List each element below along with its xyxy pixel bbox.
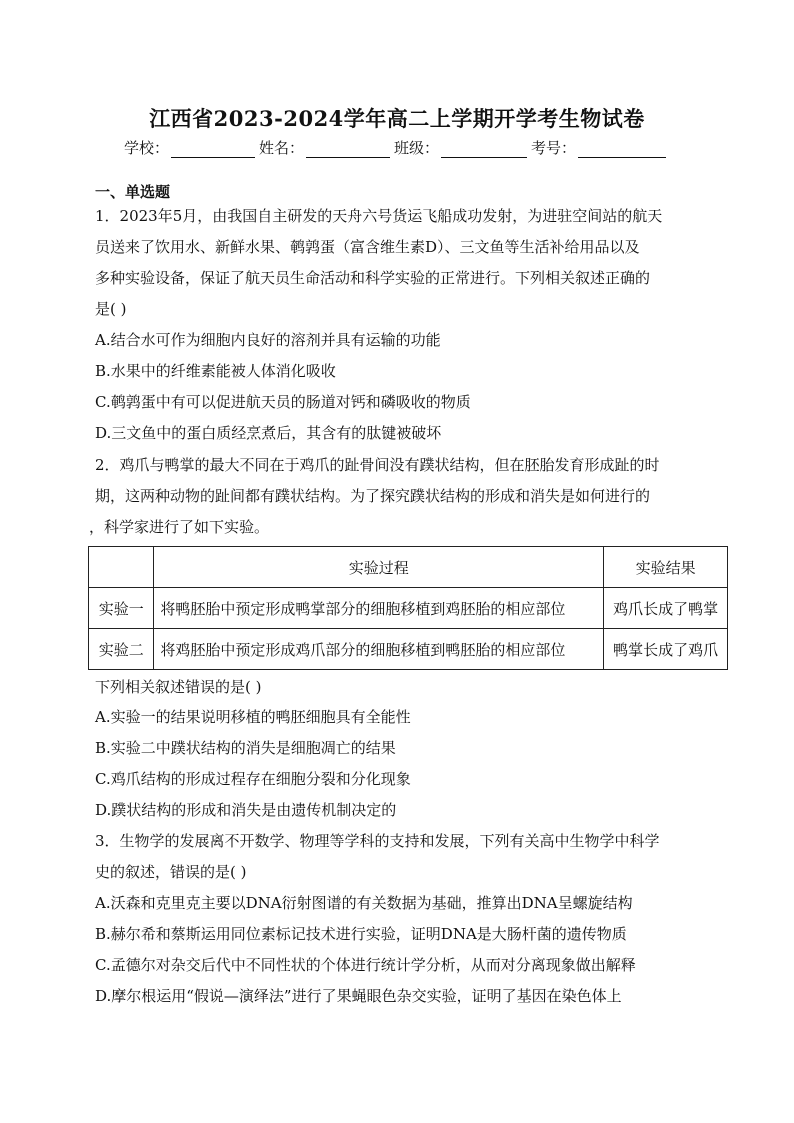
name-blank[interactable] <box>306 142 390 158</box>
school-blank[interactable] <box>171 142 255 158</box>
q2-option-c[interactable]: C.鸡爪结构的形成过程存在细胞分裂和分化现象 <box>95 770 411 788</box>
table-header-cell: 实验过程 <box>154 547 604 588</box>
table-cell: 实验二 <box>89 629 154 670</box>
class-label: 班级： <box>394 139 440 157</box>
q3-option-a[interactable]: A.沃森和克里克主要以DNA衍射图谱的有关数据为基础，推算出DNA呈螺旋结构 <box>95 894 633 912</box>
q3-stem-line: 3．生物学的发展离不开数学、物理等学科的支持和发展，下列有关高中生物学中科学 <box>95 832 660 850</box>
q2-option-d[interactable]: D.蹼状结构的形成和消失是由遗传机制决定的 <box>95 801 397 819</box>
table-cell: 将鸭胚胎中预定形成鸭掌部分的细胞移植到鸡胚胎的相应部位 <box>154 588 604 629</box>
q1-option-b[interactable]: B.水果中的纤维素能被人体消化吸收 <box>95 362 336 380</box>
school-label: 学校： <box>124 139 170 157</box>
table-cell: 鸭掌长成了鸡爪 <box>604 629 728 670</box>
table-header-cell: 实验结果 <box>604 547 728 588</box>
name-label: 姓名： <box>259 139 305 157</box>
table-cell: 鸡爪长成了鸭掌 <box>604 588 728 629</box>
page-title: 江西省2023-2024学年高二上学期开学考生物试卷 <box>149 106 645 131</box>
q2-option-a[interactable]: A.实验一的结果说明移植的鸭胚细胞具有全能性 <box>95 708 411 726</box>
q2-question-line: 下列相关叙述错误的是( ) <box>95 678 262 696</box>
q2-stem-line: ，科学家进行了如下实验。 <box>89 518 270 536</box>
q1-option-d[interactable]: D.三文鱼中的蛋白质经烹煮后，其含有的肽键被破坏 <box>95 424 442 442</box>
q3-option-d[interactable]: D.摩尔根运用“假说—演绎法”进行了果蝇眼色杂交实验，证明了基因在染色体上 <box>95 987 622 1005</box>
experiment-table <box>88 546 728 670</box>
q2-stem-line: 期，这两种动物的趾间都有蹼状结构。为了探究蹼状结构的形成和消失是如何进行的 <box>95 487 651 505</box>
q1-stem-line: 1．2023年5月，由我国自主研发的天舟六号货运飞船成功发射，为进驻空间站的航天 <box>95 207 663 225</box>
table-header-row <box>89 547 728 588</box>
q3-option-c[interactable]: C.孟德尔对杂交后代中不同性状的个体进行统计学分析，从而对分离现象做出解释 <box>95 956 636 974</box>
q1-option-a[interactable]: A.结合水可作为细胞内良好的溶剂并具有运输的功能 <box>95 331 441 349</box>
table-row <box>89 588 728 629</box>
q1-stem-line: 是( ) <box>95 300 127 318</box>
q1-stem-line: 员送来了饮用水、新鲜水果、鹌鹑蛋（富含维生素D）、三文鱼等生活补给用品以及 <box>95 238 640 256</box>
exam-number-blank[interactable] <box>578 142 666 158</box>
table-cell: 将鸡胚胎中预定形成鸡爪部分的细胞移植到鸭胚胎的相应部位 <box>154 629 604 670</box>
q1-option-c[interactable]: C.鹌鹑蛋中有可以促进航天员的肠道对钙和磷吸收的物质 <box>95 393 471 411</box>
exam-number-label: 考号： <box>531 139 577 157</box>
table-cell: 实验一 <box>89 588 154 629</box>
student-info-line <box>124 137 670 158</box>
q2-option-b[interactable]: B.实验二中蹼状结构的消失是细胞凋亡的结果 <box>95 739 396 757</box>
q3-stem-line: 史的叙述，错误的是( ) <box>95 863 247 881</box>
table-header-cell <box>89 547 154 588</box>
class-blank[interactable] <box>441 142 527 158</box>
q1-stem-line: 多种实验设备，保证了航天员生命活动和科学实验的正常进行。下列相关叙述正确的 <box>95 269 651 287</box>
q3-option-b[interactable]: B.赫尔希和蔡斯运用同位素标记技术进行实验，证明DNA是大肠杆菌的遗传物质 <box>95 925 627 943</box>
table-row <box>89 629 728 670</box>
q2-stem-line: 2．鸡爪与鸭掌的最大不同在于鸡爪的趾骨间没有蹼状结构，但在胚胎发育形成趾的时 <box>95 456 660 474</box>
section-heading: 一、单选题 <box>95 183 171 201</box>
